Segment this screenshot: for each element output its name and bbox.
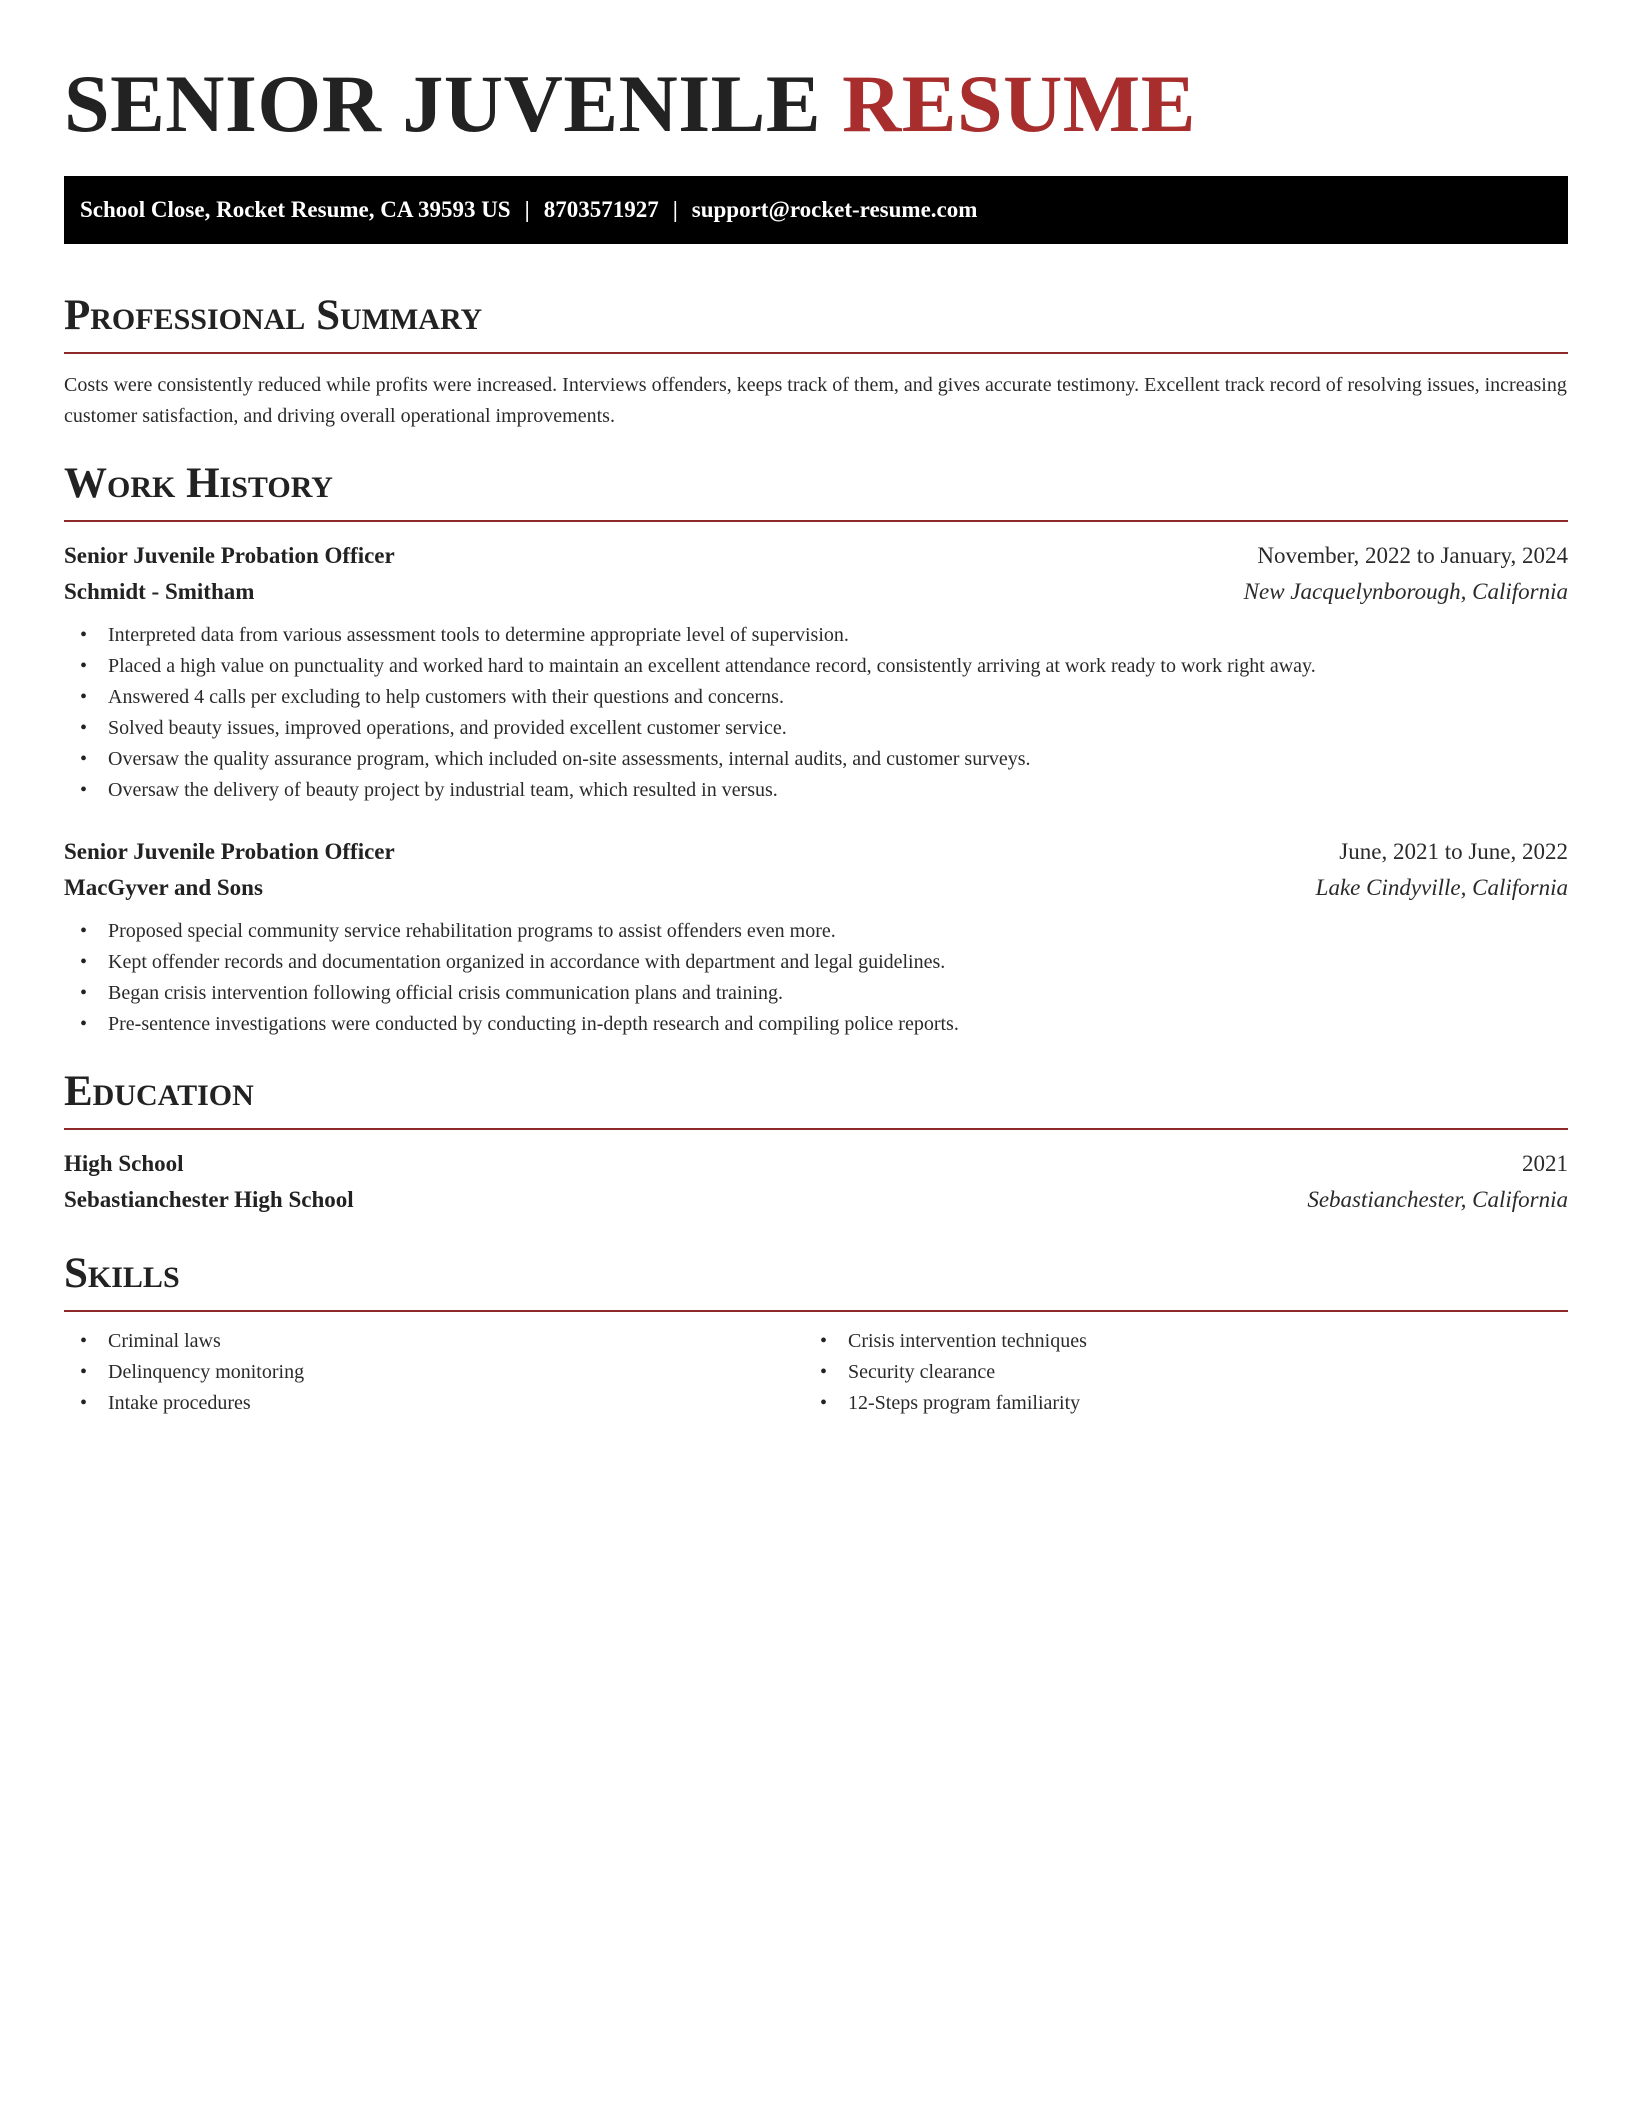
education-year: 2021: [1522, 1151, 1568, 1176]
contact-separator: |: [672, 197, 678, 222]
skills-column-left: [64, 1326, 804, 1419]
job-bullet: • Pre-sentence investigations were conducted by conducting in-depth research and compiling police reports.: [64, 1009, 1568, 1040]
education-location: Sebastianchester, California: [1307, 1187, 1568, 1212]
section-title-work-history: Work History: [64, 460, 333, 507]
resume-page: [64, 0, 1568, 1419]
education-degree: High School: [64, 1151, 184, 1176]
title-main: SENIOR JUVENILE: [64, 58, 822, 149]
contact-separator: |: [524, 197, 530, 222]
contact-address: School Close, Rocket Resume, CA 39593 US: [80, 197, 511, 222]
job-bullet: • Oversaw the quality assurance program, which included on-site assessments, internal audits, and customer surveys.: [64, 744, 1568, 775]
contact-email: support@rocket-resume.com: [691, 197, 978, 222]
job-company-row: [64, 574, 1568, 610]
section-divider: [64, 520, 1568, 522]
resume-title: [64, 0, 1568, 154]
job-dates: June, 2021 to June, 2022: [1339, 839, 1568, 864]
job-company: MacGyver and Sons: [64, 875, 263, 900]
skills-list: [804, 1326, 1544, 1419]
skill-item: • Security clearance: [804, 1357, 1544, 1388]
job-dates: November, 2022 to January, 2024: [1257, 543, 1568, 568]
job-bullet: • Solved beauty issues, improved operations, and provided excellent customer service.: [64, 713, 1568, 744]
skill-item: • Delinquency monitoring: [64, 1357, 804, 1388]
contact-bar: [64, 176, 1568, 244]
job-bullet: • Kept offender records and documentation organized in accordance with department and legal guidelines.: [64, 947, 1568, 978]
job-entry: [64, 834, 1568, 1040]
section-title-education: Education: [64, 1068, 254, 1115]
job-header-row: [64, 834, 1568, 870]
job-title: Senior Juvenile Probation Officer: [64, 543, 395, 568]
job-location: New Jacquelynborough, California: [1243, 579, 1568, 604]
section-title-summary: Professional Summary: [64, 292, 483, 339]
education-header-row: [64, 1146, 1568, 1182]
skills-section: [64, 1246, 1568, 1419]
skill-item: • 12-Steps program familiarity: [804, 1388, 1544, 1419]
contact-phone: 8703571927: [543, 197, 659, 222]
job-bullet: • Began crisis intervention following official crisis communication plans and training.: [64, 978, 1568, 1009]
job-bullet: • Interpreted data from various assessment tools to determine appropriate level of supervision.: [64, 620, 1568, 651]
job-location: Lake Cindyville, California: [1315, 875, 1568, 900]
title-accent: RESUME: [842, 58, 1196, 149]
section-title-skills: Skills: [64, 1250, 180, 1297]
job-bullet: • Answered 4 calls per excluding to help customers with their questions and concerns.: [64, 682, 1568, 713]
job-company-row: [64, 870, 1568, 906]
job-title: Senior Juvenile Probation Officer: [64, 839, 395, 864]
job-header-row: [64, 538, 1568, 574]
skills-columns: [64, 1326, 1568, 1419]
skill-item: • Intake procedures: [64, 1388, 804, 1419]
skill-item: • Criminal laws: [64, 1326, 804, 1357]
skills-column-right: [804, 1326, 1544, 1419]
job-bullet: • Placed a high value on punctuality and worked hard to maintain an excellent attendance record, consistently arriving at work ready to work right away.: [64, 651, 1568, 682]
skill-item: • Crisis intervention techniques: [804, 1326, 1544, 1357]
work-history-section: [64, 456, 1568, 1040]
section-divider: [64, 352, 1568, 354]
job-bullet: • Oversaw the delivery of beauty project by industrial team, which resulted in versus.: [64, 775, 1568, 806]
education-entry: [64, 1146, 1568, 1218]
section-divider: [64, 1310, 1568, 1312]
job-bullets: [64, 916, 1568, 1040]
section-divider: [64, 1128, 1568, 1130]
job-company: Schmidt - Smitham: [64, 579, 255, 604]
job-bullet: • Proposed special community service rehabilitation programs to assist offenders even more.: [64, 916, 1568, 947]
summary-section: [64, 288, 1568, 432]
summary-text: Costs were consistently reduced while profits were increased. Interviews offenders, keeps track of them, and gives accurate testimony. Excellent track record of resolving issues, increasing customer satisfaction, and driving overall operational improvements.: [64, 374, 1567, 427]
job-entry: [64, 538, 1568, 806]
education-school-row: [64, 1182, 1568, 1218]
skills-list: [64, 1326, 804, 1419]
education-school: Sebastianchester High School: [64, 1187, 354, 1212]
job-bullets: [64, 620, 1568, 806]
education-section: [64, 1064, 1568, 1218]
